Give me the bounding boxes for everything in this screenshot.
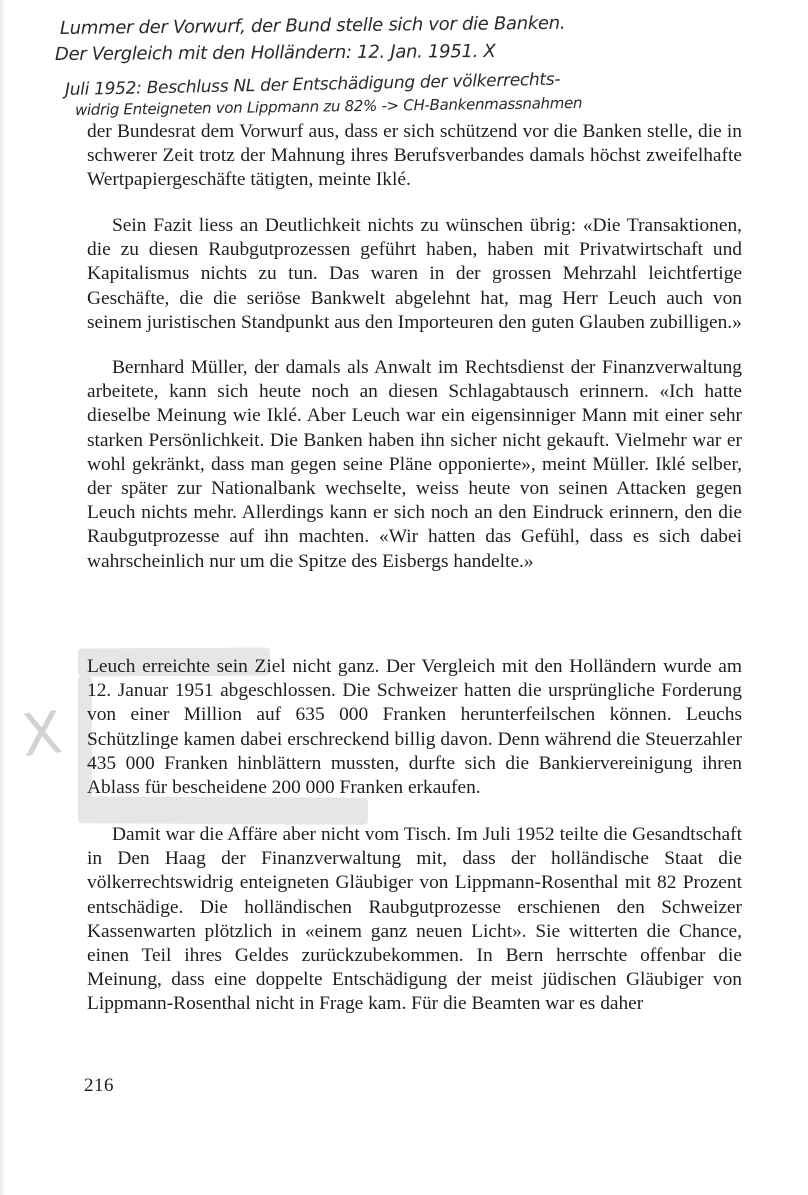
highlighter-mark-bottom: [78, 796, 368, 825]
paragraph-text: Damit war die Affäre aber nicht vom Tisch. Im Juli 1952 teilte die Gesandtschaft in Den Haag der Finanzverwaltung mit, dass der holländische Staat die völkerrechtswidrig enteigneten Gläubiger von Lippmann-Rosenthal mit 82 Prozent entschädige. Die holländischen Raubgutprozesse erschienen den Schweizer Kassenwarten plötzlich in «einem ganz neuen Licht». Sie witterten die Chance, einen Teil ihres Geldes zurückzubekommen. In Bern herrschte offenbar die Meinung, dass eine doppelte Entschädigung der meist jüdischen Gläubiger von Lippmann-Rosenthal nicht in Frage kam. Für die Beamten war es daher: [87, 824, 742, 1015]
paragraph-1: [87, 120, 742, 193]
handwritten-note-line-1: Lummer der Vorwurf, der Bund stelle sich vor die Banken.: [59, 12, 566, 39]
paragraph-text: Leuch erreichte sein Ziel nicht ganz. Der Vergleich mit den Holländern wurde am 12. Januar 1951 abgeschlossen. Die Schweizer hatten die ursprüngliche Forderung von einer Million auf 635 000 Franken herunterfeilschen können. Leuchs Schützlinge kamen dabei erschreckend billig davon. Denn während die Steuerzahler 435 000 Franken hinblättern mussten, durfte sich die Bankiervereinigung ihren Ablass für bescheidene 200 000 Franken erkaufen.: [87, 656, 742, 799]
margin-x-mark-icon: X: [18, 698, 66, 770]
paragraph-2: [87, 214, 742, 335]
paragraph-text: Sein Fazit liess an Deutlichkeit nichts zu wünschen übrig: «Die Transaktionen, die zu diesen Raubgutprozessen geführt haben, haben mit Privatwirtschaft und Kapitalismus nichts zu tun. Das waren in der grossen Mehrzahl leichtfertige Geschäfte, die die seriöse Bankwelt abgelehnt hat, mag Herr Leuch auch von seinem juristischen Standpunkt aus den Importeuren den guten Glauben zubilligen.»: [87, 215, 742, 333]
scan-edge-shadow: [0, 0, 6, 1195]
handwritten-note-line-2: Der Vergleich mit den Holländern: 12. Jan. 1951. X: [54, 40, 496, 65]
paragraph-4-highlighted: [87, 655, 742, 800]
page-number: 216: [84, 1075, 114, 1096]
paragraph-text: der Bundesrat dem Vorwurf aus, dass er sich schützend vor die Banken stelle, die in schwerer Zeit trotz der Mahnung ihres Berufsverbandes damals höchst zweifelhafte Wertpapiergeschäfte tätigten, meinte Iklé.: [87, 121, 742, 191]
handwritten-note-line-4: widrig Enteigneten von Lippmann zu 82% -> CH-Bankenmassnahmen: [74, 93, 583, 119]
paragraph-5: [87, 823, 742, 1017]
paragraph-3: [87, 356, 742, 574]
handwritten-note-line-3: Juli 1952: Beschluss NL der Entschädigung der völkerrechts-: [64, 69, 561, 100]
paragraph-text: Bernhard Müller, der damals als Anwalt im Rechtsdienst der Finanzverwaltung arbeitete, kann sich heute noch an diesen Schlagabtausch erinnern. «Ich hatte dieselbe Meinung wie Iklé. Aber Leuch war ein eigensinniger Mann mit einer sehr starken Persönlichkeit. Die Banken haben ihn sicher nicht gekauft. Vielmehr war er wohl gekränkt, dass man gegen seine Pläne opponierte», meint Müller. Iklé selber, der später zur Nationalbank wechselte, weiss heute von seinen Attacken gegen Leuch nichts mehr. Allerdings kann er sich noch an den Eindruck erinnern, den die Raubgutprozesse auf ihn machten. «Wir hatten das Gefühl, dass es sich dabei wahrscheinlich nur um die Spitze des Eisbergs handelte.»: [87, 357, 742, 572]
